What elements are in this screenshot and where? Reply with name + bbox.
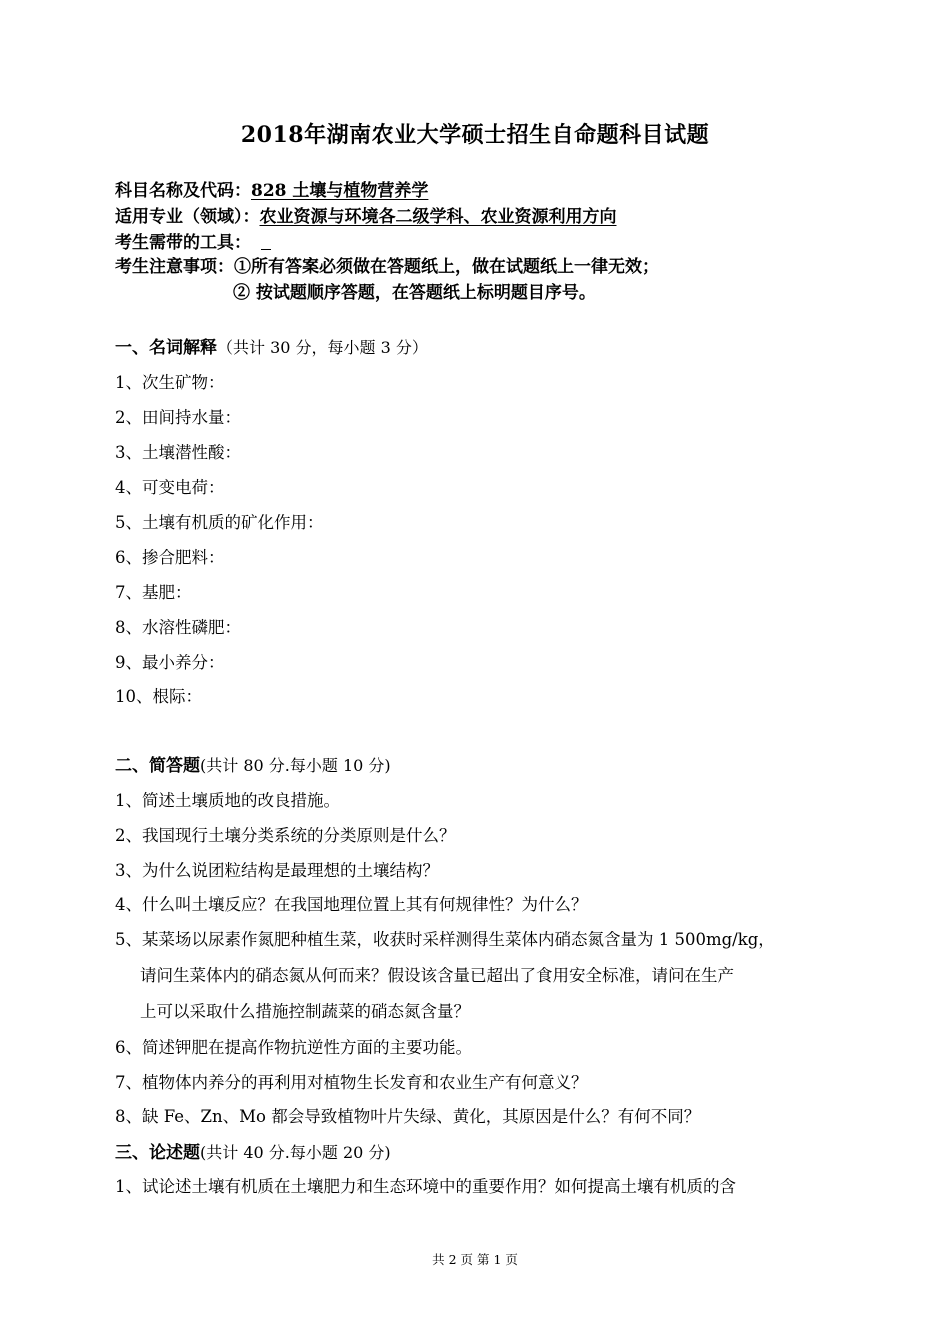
note-2: ② 按试题顺序答题，在答题纸上标明题目序号。 — [233, 283, 596, 303]
section-3-heading — [115, 1138, 391, 1163]
list-item: 1、试论述土壤有机质在土壤肥力和生态环境中的重要作用？如何提高土壤有机质的含 — [115, 1177, 736, 1196]
list-item: 7、植物体内养分的再利用对植物生长发育和农业生产有何意义？ — [115, 1073, 588, 1092]
list-item: 3、为什么说团粒结构是最理想的土壤结构？ — [115, 861, 439, 880]
section-2-heading — [115, 751, 391, 776]
subject-value: 828 土壤与植物营养学 — [251, 181, 429, 201]
list-item: 2、田间持水量： — [115, 408, 241, 427]
tools-label: 考生需带的工具： — [115, 233, 251, 253]
list-item: 4、什么叫土壤反应？在我国地理位置上其有何规律性？为什么？ — [115, 895, 588, 914]
notes-label: 考生注意事项： — [115, 257, 234, 277]
list-item: 9、最小养分： — [115, 653, 225, 672]
list-item: 8、水溶性磷肥： — [115, 618, 241, 637]
list-item: 1、简述土壤质地的改良措施。 — [115, 791, 340, 810]
list-item: 10、根际： — [115, 687, 202, 706]
section-2-title: 二、简答题 — [115, 756, 200, 776]
major-line — [115, 202, 617, 227]
list-item-continuation: 请问生菜体内的硝态氮从何而来？假设该含量已超出了食用安全标准，请问在生产 — [140, 966, 734, 985]
section-2-note: (共计 80 分.每小题 10 分) — [200, 756, 391, 775]
list-item: 3、土壤潜性酸： — [115, 443, 241, 462]
list-item: 1、次生矿物： — [115, 373, 225, 392]
section-1-heading — [115, 333, 428, 358]
list-item: 6、简述钾肥在提高作物抗逆性方面的主要功能。 — [115, 1038, 472, 1057]
section-1-note: （共计 30 分，每小题 3 分） — [217, 338, 428, 357]
list-item: 4、可变电荷： — [115, 478, 225, 497]
list-item: 7、基肥： — [115, 583, 192, 602]
tools-line — [115, 228, 271, 253]
page-footer: 共 2 页 第 1 页 — [432, 1252, 518, 1267]
list-item: 5、土壤有机质的矿化作用： — [115, 513, 324, 532]
list-item: 8、缺 Fe、Zn、Mo 都会导致植物叶片失绿、黄化，其原因是什么？有何不同？ — [115, 1107, 701, 1126]
major-label: 适用专业（领域）： — [115, 207, 260, 227]
list-item: 5、某菜场以尿素作氮肥种植生菜，收获时采样测得生菜体内硝态氮含量为 1 500mg/kg， — [115, 930, 775, 949]
notes-line — [115, 252, 659, 277]
page-title: 2018年湖南农业大学硕士招生自命题科目试题 — [240, 122, 710, 148]
subject-label: 科目名称及代码： — [115, 181, 251, 201]
note-1: ①所有答案必须做在答题纸上，做在试题纸上一律无效； — [234, 257, 659, 277]
tools-blank — [261, 235, 271, 250]
list-item: 6、掺合肥料： — [115, 548, 225, 567]
list-item-continuation: 上可以采取什么措施控制蔬菜的硝态氮含量？ — [140, 1002, 470, 1021]
section-1-title: 一、名词解释 — [115, 338, 217, 358]
section-3-title: 三、论述题 — [115, 1143, 200, 1163]
list-item: 2、我国现行土壤分类系统的分类原则是什么？ — [115, 826, 456, 845]
section-3-note: (共计 40 分.每小题 20 分) — [200, 1143, 391, 1162]
subject-line — [115, 176, 428, 201]
major-value: 农业资源与环境各二级学科、农业资源利用方向 — [259, 207, 617, 227]
